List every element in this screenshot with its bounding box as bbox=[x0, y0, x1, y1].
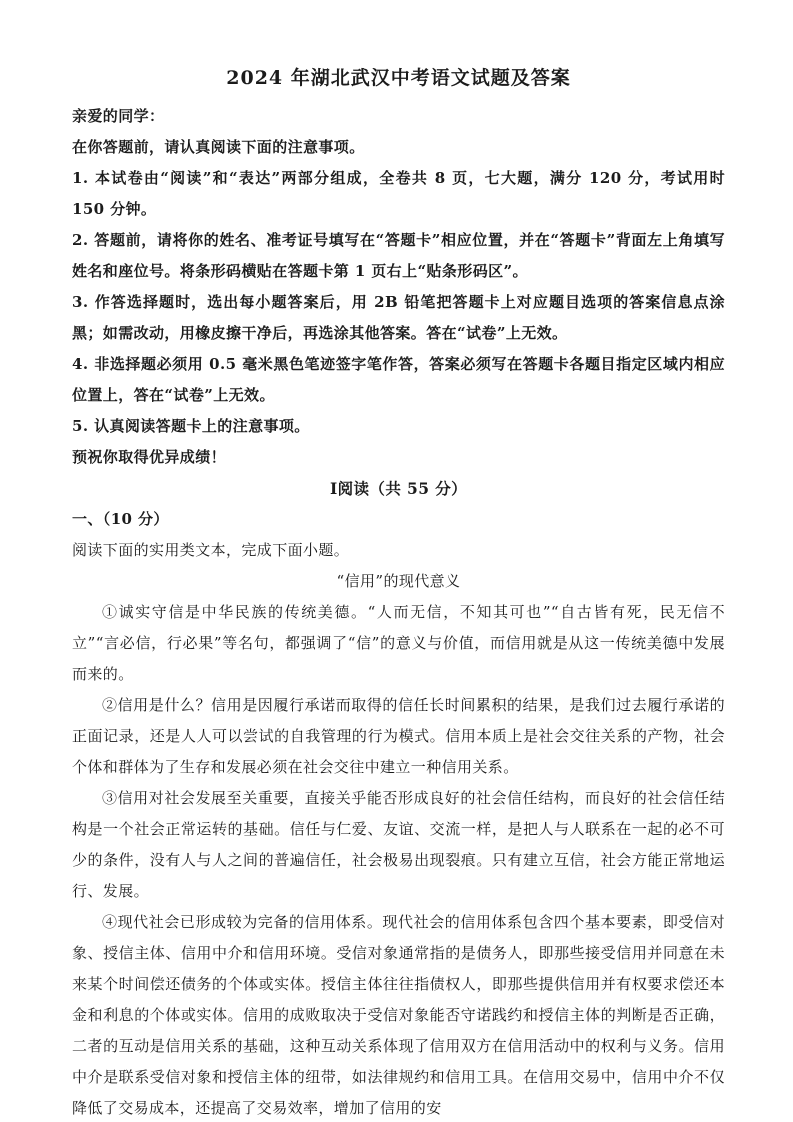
essay-paragraph-4: ④现代社会已形成较为完备的信用体系。现代社会的信用体系包含四个基本要素，即受信对象、授信主体、信用中介和信用环境。受信对象通常指的是债务人，即那些接受信用并同意在未来某个时间偿还债务的个体或实体。授信主体往往指债权人，即那些提供信用并有权要求偿还本金和利息的个体或实体。信用的成败取决于受信对象能否守诺践约和授信主体的判断是否正确，二者的互动是信用关系的基础，这种互动关系体现了信用双方在信用活动中的权利与义务。信用中介是联系受信对象和授信主体的纽带，如法律规约和信用工具。在信用交易中，信用中介不仅降低了交易成本，还提高了交易效率，增加了信用的安 bbox=[72, 913, 725, 1117]
essay-paragraph-2: ②信用是什么？信用是因履行承诺而取得的信任长时间累积的结果，是我们过去履行承诺的正面记录，还是人人可以尝试的自我管理的行为模式。信用本质上是社会交往关系的产物，社会个体和群体为了生存和发展必须在社会交往中建立一种信用关系。 bbox=[72, 696, 725, 776]
essay-title: “信用”的现代意义 bbox=[336, 572, 461, 590]
notice-item-3: 3. 作答选择题时，选出每小题答案后，用 2B 铅笔把答题卡上对应题目选项的答案信息点涂黑；如需改动，用橡皮擦干净后，再选涂其他答案。答在“试卷”上无效。 bbox=[72, 293, 725, 342]
notice-salutation: 亲爱的同学： bbox=[72, 107, 165, 125]
notice-item-1: 1. 本试卷由“阅读”和“表达”两部分组成，全卷共 8 页，七大题，满分 120 分，考试用时 150 分钟。 bbox=[72, 169, 725, 218]
notice-intro: 在你答题前，请认真阅读下面的注意事项。 bbox=[72, 138, 365, 156]
notice-item-5: 5. 认真阅读答题卡上的注意事项。 bbox=[72, 417, 310, 435]
section-heading-reading: Ⅰ阅读（共 55 分） bbox=[329, 479, 467, 498]
essay-paragraph-1: ①诚实守信是中华民族的传统美德。“人而无信，不知其可也”“自古皆有死，民无信不立”“言必信，行必果”等名句，都强调了“信”的意义与价值，而信用就是从这一传统美德中发展而来的。 bbox=[72, 603, 725, 683]
document-title: 2024 年湖北武汉中考语文试题及答案 bbox=[226, 67, 571, 89]
essay-paragraph-3: ③信用对社会发展至关重要，直接关乎能否形成良好的社会信任结构，而良好的社会信任结构是一个社会正常运转的基础。信任与仁爱、友谊、交流一样，是把人与人联系在一起的必不可少的条件，没有人与人之间的普遍信任，社会极易出现裂痕。只有建立互信，社会方能正常地运行、发展。 bbox=[72, 789, 725, 900]
part-one-heading: 一、（10 分） bbox=[72, 510, 169, 528]
notice-item-2: 2. 答题前，请将你的姓名、准考证号填写在“答题卡”相应位置，并在“答题卡”背面左上角填写姓名和座位号。将条形码横贴在答题卡第 1 页右上“贴条形码区”。 bbox=[72, 231, 725, 280]
part-one-instruction: 阅读下面的实用类文本，完成下面小题。 bbox=[72, 541, 350, 559]
notice-item-4: 4. 非选择题必须用 0.5 毫米黑色笔迹签字笔作答，答案必须写在答题卡各题目指定区域内相应位置上，答在“试卷”上无效。 bbox=[72, 355, 725, 404]
notice-closing: 预祝你取得优异成绩！ bbox=[72, 448, 227, 466]
